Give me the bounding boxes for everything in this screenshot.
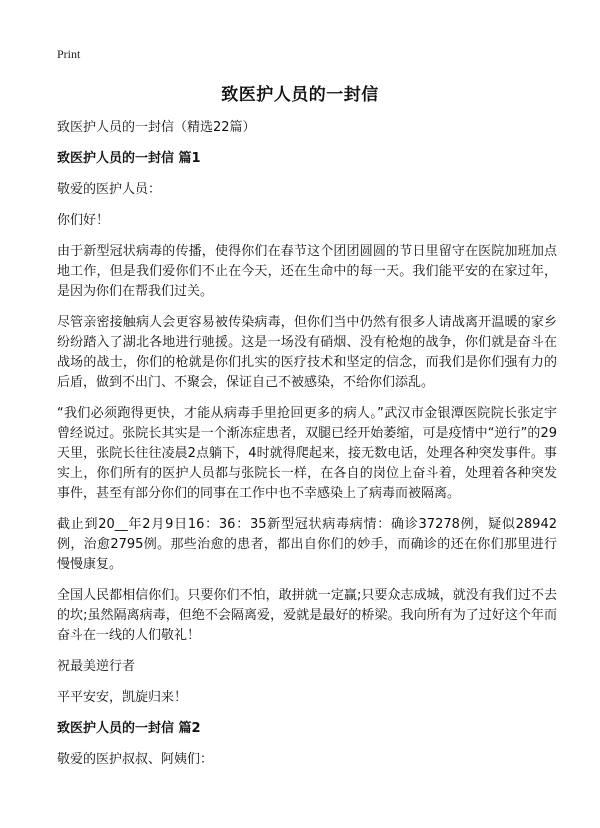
paragraph: 截止到20__年2月9日16：36：35新型冠状病毒病情：确诊37278例，疑似28942例，治愈2795例。那些治愈的患者，都出自你们的妙手，而确诊的还在你们那里进行慢慢康复。 bbox=[57, 517, 557, 572]
closing-line: 祝最美逆行者 bbox=[57, 659, 136, 674]
salutation: 敬爱的医护叔叔、阿姨们： bbox=[57, 752, 214, 767]
section-heading-1: 致医护人员的一封信 篇1 bbox=[57, 151, 201, 166]
paragraph: 由于新型冠状病毒的传播，使得你们在春节这个团团圆圆的节日里留守在医院加班加点地工作，但是我们爱你们不止在今天，还在生命中的每一天。我们能平安的在家过年，是因为你们在帮我们过关。 bbox=[57, 244, 557, 299]
salutation: 敬爱的医护人员： bbox=[57, 182, 162, 197]
section-heading-2: 致医护人员的一封信 篇2 bbox=[57, 721, 201, 736]
paragraph: 尽管亲密接触病人会更容易被传染病毒，但你们当中仍然有很多人请战离开温暖的家乡纷纷踏入了湖北各地进行驰援。这是一场没有硝烟、没有枪炮的战争，你们就是奋斗在战场的战士，你们的枪就是你们扎实的医疗技术和坚定的信念，而我们是你们强有力的后盾，做到不出门、不聚会，保证自己不被感染，不给你们添乱。 bbox=[57, 315, 557, 390]
document-body bbox=[57, 118, 557, 781]
page-title: 致医护人员的一封信 bbox=[221, 85, 379, 105]
print-link[interactable]: Print bbox=[57, 47, 81, 61]
paragraph: “我们必须跑得更快，才能从病毒手里抢回更多的病人。”武汉市金银潭医院院长张定宇曾经说过。张院长其实是一个渐冻症患者，双腿已经开始萎缩，可是疫情中“逆行”的29天里，张院长往往凌晨2点躺下，4时就得爬起来，接无数电话，处理各种突发事件。事实上，你们所有的医护人员都与张院长一样，在各自的岗位上奋斗着，处理着各种突发事件，甚至有部分你们的同事在工作中也不幸感染上了病毒而被隔离。 bbox=[57, 406, 557, 501]
paragraph: 全国人民都相信你们。只要你们不怕，敢拼就一定赢;只要众志成城，就没有我们过不去的坎;虽然隔离病毒，但绝不会隔离爱，爱就是最好的桥梁。我向所有为了过好这个年而奋斗在一线的人们敬礼！ bbox=[57, 588, 557, 643]
closing-line: 平平安安，凯旋归来！ bbox=[57, 690, 188, 705]
document-subtitle: 致医护人员的一封信（精选22篇） bbox=[57, 120, 256, 135]
greeting: 你们好！ bbox=[57, 213, 110, 228]
